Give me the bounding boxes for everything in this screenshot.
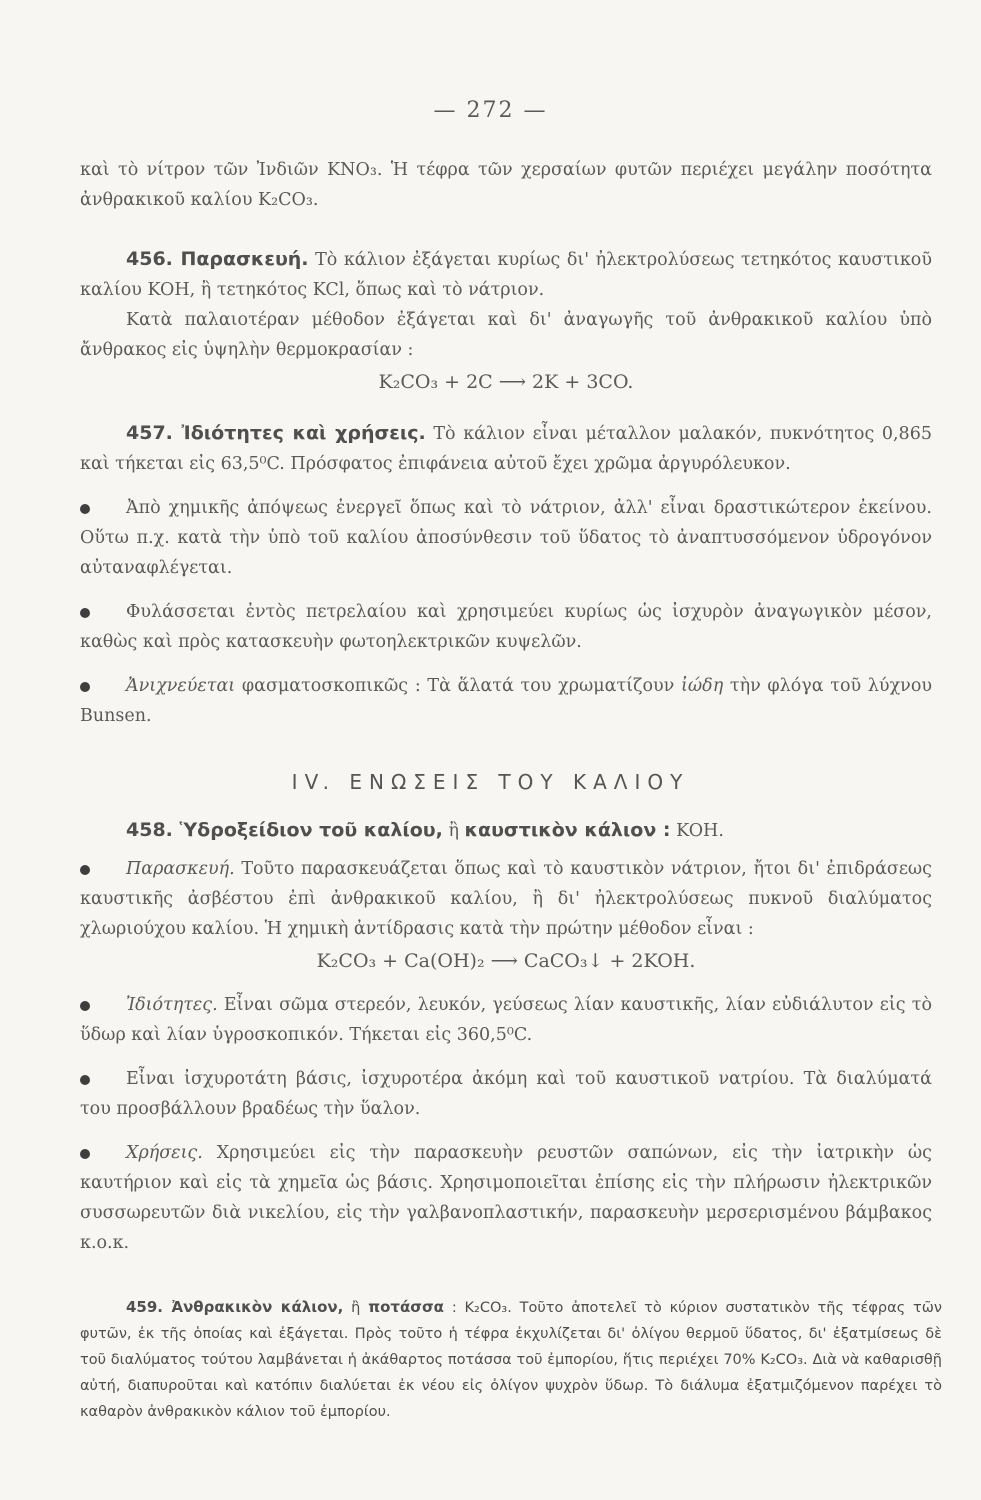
section-458-bullet-4: Χρησιμεύει εἰς τὴν παρασκευὴν ρευστῶν σαπώνων, εἰς τὴν ἰατρικὴν ὡς καυτήριον καὶ εἰς τὰ χημεῖα ὡς βάσις. Χρησιμοποιεῖται ἐπίσης εἰς τὴν πλήρωσιν ἠλεκτρικῶν συσσωρευτῶν διὰ νικελίου, εἰς τὴν γαλβανοπλαστικήν, παρασκευὴν μερσερισμένου βάμβακος κ.ο.κ. bbox=[80, 1143, 932, 1253]
section-458-bullet-1: Τοῦτο παρασκευάζεται ὅπως καὶ τὸ καυστικὸν νάτριον, ἤτοι δι' ἐπιδράσεως καυστικῆς ἀσβέστου ἐπὶ ἀνθρακικοῦ καλίου, ἢ δι' ἠλεκτρολύσεως πυκνοῦ διαλύματος χλωριούχου καλίου. Ἡ χημικὴ ἀντίδρασις κατὰ τὴν πρώτην μέθοδον εἶναι : bbox=[80, 859, 932, 939]
page-number: — 272 — bbox=[433, 98, 548, 123]
section-457-text: Τὸ κάλιον εἶναι μέταλλον μαλακόν, πυκνότητος 0,865 καὶ τήκεται εἰς 63,5⁰C. Πρόσφατος ἐπιφάνεια αὐτοῦ ἔχει χρῶμα ἀργυρόλευκον. bbox=[80, 424, 932, 474]
bullet-icon bbox=[80, 504, 90, 514]
chapter-heading: IV. ΕΝΩΣΕΙΣ ΤΟΥ ΚΑΛΙΟΥ bbox=[291, 770, 690, 794]
section-458-heading: 458. Ὑδροξείδιον τοῦ καλίου, bbox=[126, 819, 443, 841]
section-458 bbox=[80, 815, 932, 1258]
section-459-text: : K₂CO₃. Τοῦτο ἀποτελεῖ τὸ κύριον συστατικὸν τῆς τέφρας τῶν φυτῶν, ἐκ τῆς ὁποίας καὶ ἐξάγεται. Πρὸς τοῦτο ἡ τέφρα ἐκχυλίζεται δι' ὀλίγου θερμοῦ ὕδατος, δι' ἐξατμίσεως δὲ τοῦ διαλύματος τούτου λαμβάνεται ἡ ἀκάθαρτος ποτάσσα τοῦ ἐμπορίου, ἥτις περιέχει 70% K₂CO₃. Διὰ νὰ καθαρισθῇ αὐτή, διαπυροῦται καὶ κατόπιν διαλύεται ἐκ νέου εἰς ὀλίγον ψυχρὸν ὕδωρ. Τὸ διάλυμα ἐξατμιζόμενον παρέχει τὸ καθαρὸν ἀνθρακικὸν κάλιον τοῦ ἐμπορίου. bbox=[80, 1300, 943, 1420]
section-458-or: ἢ bbox=[448, 821, 459, 841]
bullet-icon bbox=[80, 608, 90, 618]
section-459-heading: 459. Ἀνθρακικὸν κάλιον, bbox=[126, 1298, 344, 1316]
bullet-icon bbox=[80, 1001, 90, 1011]
section-456-equation: K₂CO₃ + 2C ⟶ 2K + 3CO. bbox=[378, 371, 634, 393]
section-456-text: Τὸ κάλιον ἐξάγεται κυρίως δι' ἠλεκτρολύσεως τετηκότος καυστικοῦ καλίου KOH, ἢ τετηκότος KCl, ὅπως καὶ τὸ νάτριον. bbox=[80, 250, 932, 300]
section-458-bullet-1-italic: Παρασκευή. bbox=[126, 859, 235, 879]
section-457-bullet-3-italic: Ἀνιχνεύεται bbox=[126, 676, 236, 696]
section-457-bullet-3-italic-2: ἰώδη bbox=[681, 676, 724, 696]
section-458-equation: K₂CO₃ + Ca(OH)₂ ⟶ CaCO₃↓ + 2KOH. bbox=[316, 950, 696, 972]
section-458-bullet-2-italic: Ἰδιότητες. bbox=[126, 995, 218, 1015]
bullet-icon bbox=[80, 865, 90, 875]
section-457-bullet-2: Φυλάσσεται ἐντὸς πετρελαίου καὶ χρησιμεύει κυρίως ὡς ἰσχυρὸν ἀναγωγικὸν μέσον, καθὼς καὶ πρὸς κατασκευὴν φωτοηλεκτρικῶν κυψελῶν. bbox=[80, 602, 932, 652]
bullet-icon bbox=[80, 1149, 90, 1159]
section-458-bullet-3: Εἶναι ἰσχυροτάτη βάσις, ἰσχυροτέρα ἀκόμη καὶ τοῦ καυστικοῦ νατρίου. Τὰ διαλύματά του προσβάλλουν βραδέως τὴν ὕαλον. bbox=[80, 1069, 932, 1119]
section-458-heading-2: καυστικὸν κάλιον : bbox=[464, 819, 671, 841]
section-459-or: ἢ bbox=[351, 1300, 361, 1316]
section-458-bullet-2: Εἶναι σῶμα στερεόν, λευκόν, γεύσεως λίαν καυστικῆς, λίαν εὐδιάλυτον εἰς τὸ ὕδωρ καὶ λίαν ὑγροσκοπικόν. Τήκεται εἰς 360,5⁰C. bbox=[80, 995, 932, 1045]
intro-paragraph bbox=[80, 155, 932, 215]
intro-text: καὶ τὸ νίτρον τῶν Ἰνδιῶν KNO₃. Ἡ τέφρα τῶν χερσαίων φυτῶν περιέχει μεγάλην ποσότητα ἀνθρακικοῦ καλίου K₂CO₃. bbox=[80, 160, 932, 210]
section-458-formula: KOH. bbox=[676, 821, 724, 841]
section-457-heading: 457. Ἰδιότητες καὶ χρήσεις. bbox=[126, 422, 426, 444]
section-456-heading: 456. Παρασκευή. bbox=[126, 248, 309, 270]
section-457-bullet-3-a: φασματοσκοπικῶς : Τὰ ἅλατά του χρωματίζουν bbox=[241, 676, 675, 696]
section-456-text2: Κατὰ παλαιοτέραν μέθοδον ἐξάγεται καὶ δι' ἀναγωγῆς τοῦ ἀνθρακικοῦ καλίου ὑπὸ ἄνθρακος εἰς ὑψηλὴν θερμοκρασίαν : bbox=[80, 310, 932, 360]
section-457 bbox=[80, 418, 932, 731]
section-459 bbox=[80, 1294, 942, 1425]
section-456 bbox=[80, 244, 932, 399]
section-457-bullet-1: Ἀπὸ χημικῆς ἀπόψεως ἐνεργεῖ ὅπως καὶ τὸ νάτριον, ἀλλ' εἶναι δραστικώτερον ἐκείνου. Οὕτω π.χ. κατὰ τὴν ὑπὸ τοῦ καλίου ἀποσύνθεσιν τοῦ ὕδατος τὸ ἀναπτυσσόμενον ὑδρογόνον αὐταναφλέγεται. bbox=[80, 498, 932, 578]
bullet-icon bbox=[80, 1075, 90, 1085]
section-457-bullet-3-b: τὴν φλόγα τοῦ λύχνου Bunsen. bbox=[80, 676, 932, 726]
section-458-bullet-4-italic: Χρήσεις. bbox=[126, 1143, 203, 1163]
section-459-heading-2: ποτάσσα bbox=[368, 1298, 444, 1316]
bullet-icon bbox=[80, 682, 90, 692]
